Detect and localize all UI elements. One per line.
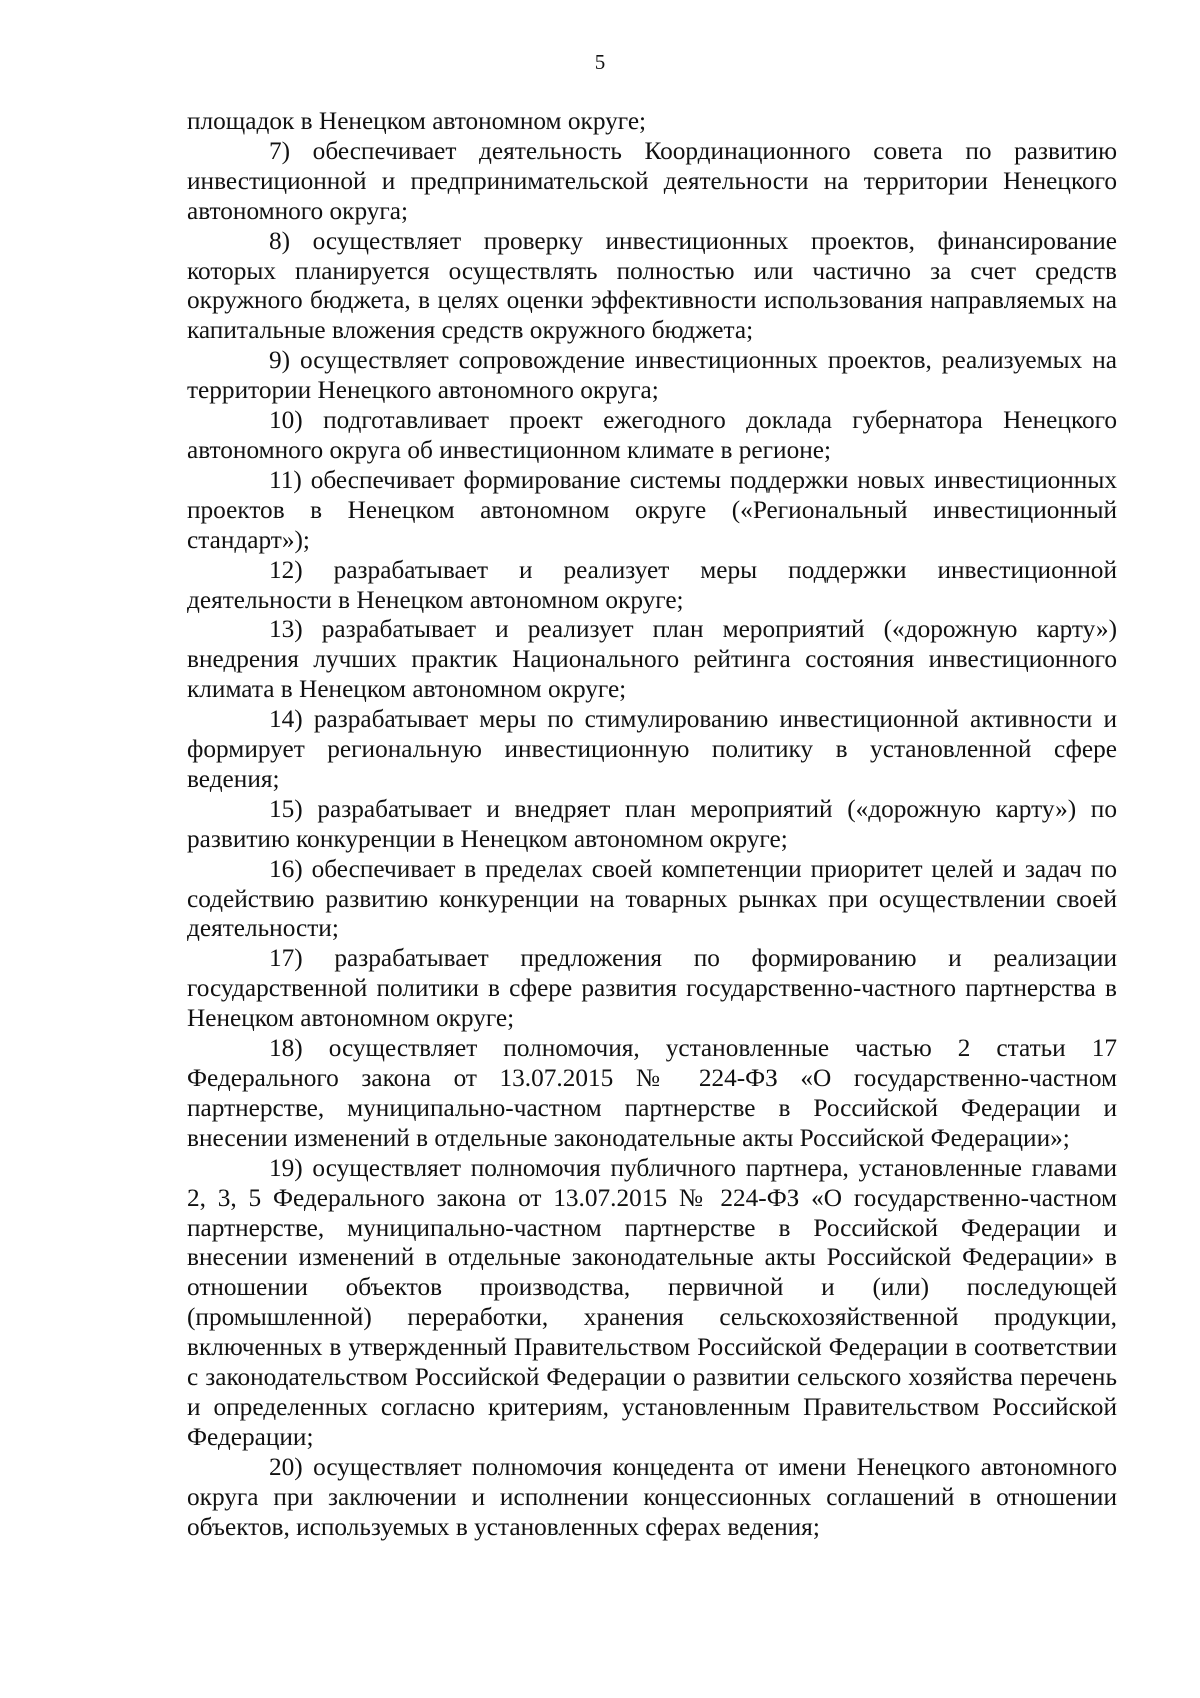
paragraph-item-13: 13) разрабатывает и реализует план мероприятий («дорожную карту») внедрения лучших практик Национального рейтинга состояния инвестиционного климата в Ненецком автономном округе;	[187, 615, 1117, 704]
paragraph-item-10: 10) подготавливает проект ежегодного доклада губернатора Ненецкого автономного округа об инвестиционном климате в регионе;	[187, 406, 1117, 464]
paragraph-item-12: 12) разрабатывает и реализует меры поддержки инвестиционной деятельности в Ненецком автономном округе;	[187, 555, 1117, 614]
paragraph-item-14: 14) разрабатывает меры по стимулированию инвестиционной активности и формирует региональную инвестиционную политику в установленной сфере ведения;	[187, 705, 1117, 793]
paragraph-item-15: 15) разрабатывает и внедряет план мероприятий («дорожную карту») по развитию конкуренции в Ненецком автономном округе;	[187, 794, 1117, 853]
paragraph-item-16: 16) обеспечивает в пределах своей компетенции приоритет целей и задач по содействию развитию конкуренции на товарных рынках при осуществлении своей деятельности;	[187, 854, 1117, 943]
paragraph-item-17: 17) разрабатывает предложения по формированию и реализации государственной политики в сфере развития государственно-частного партнерства в Ненецком автономном округе;	[187, 944, 1117, 1033]
paragraph-item-9: 9) осуществляет сопровождение инвестиционных проектов, реализуемых на территории Ненецкого автономного округа;	[187, 346, 1117, 405]
document-body	[187, 107, 1117, 1543]
paragraph-item-11: 11) обеспечивает формирование системы поддержки новых инвестиционных проектов в Ненецком автономном округе («Региональный инвестиционный стандарт»);	[187, 465, 1117, 554]
paragraph-item-20: 20) осуществляет полномочия концедента от имени Ненецкого автономного округа при заключении и исполнении концессионных соглашений в отношении объектов, используемых в установленных сферах ведения;	[187, 1452, 1117, 1541]
paragraph-item-7: 7) обеспечивает деятельность Координационного совета по развитию инвестиционной и предпринимательской деятельности на территории Ненецкого автономного округа;	[187, 136, 1117, 225]
paragraph-item-19: 19) осуществляет полномочия публичного партнера, установленные главами 2, 3, 5 Федерального закона от 13.07.2015 № 224-ФЗ «О государственно-частном партнерстве, муниципально-частном партнерстве в Российской Федерации и внесении изменений в отдельные законодательные акты Российской Федерации» в отношении объектов производства, первичной и (или) последующей (промышленной) переработки, хранения сельскохозяйственной продукции, включенных в утвержденный Правительством Российской Федерации в соответствии с законодательством Российской Федерации о развитии сельского хозяйства перечень и определенных согласно критериям, установленным Правительством Российской Федерации;	[187, 1153, 1117, 1451]
paragraph-item-18: 18) осуществляет полномочия, установленные частью 2 статьи 17 Федерального закона от 13.07.2015 № 224-ФЗ «О государственно-частном партнерстве, муниципально-частном партнерстве в Российской Федерации и внесении изменений в отдельные законодательные акты Российской Федерации»;	[187, 1034, 1117, 1152]
paragraph-continuation: площадок в Ненецком автономном округе;	[187, 107, 647, 135]
paragraph-item-8: 8) осуществляет проверку инвестиционных проектов, финансирование которых планируется осуществлять полностью или частично за счет средств окружного бюджета, в целях оценки эффективности использования направляемых на капитальные вложения средств окружного бюджета;	[187, 226, 1117, 345]
page-number: 5	[594, 50, 606, 74]
